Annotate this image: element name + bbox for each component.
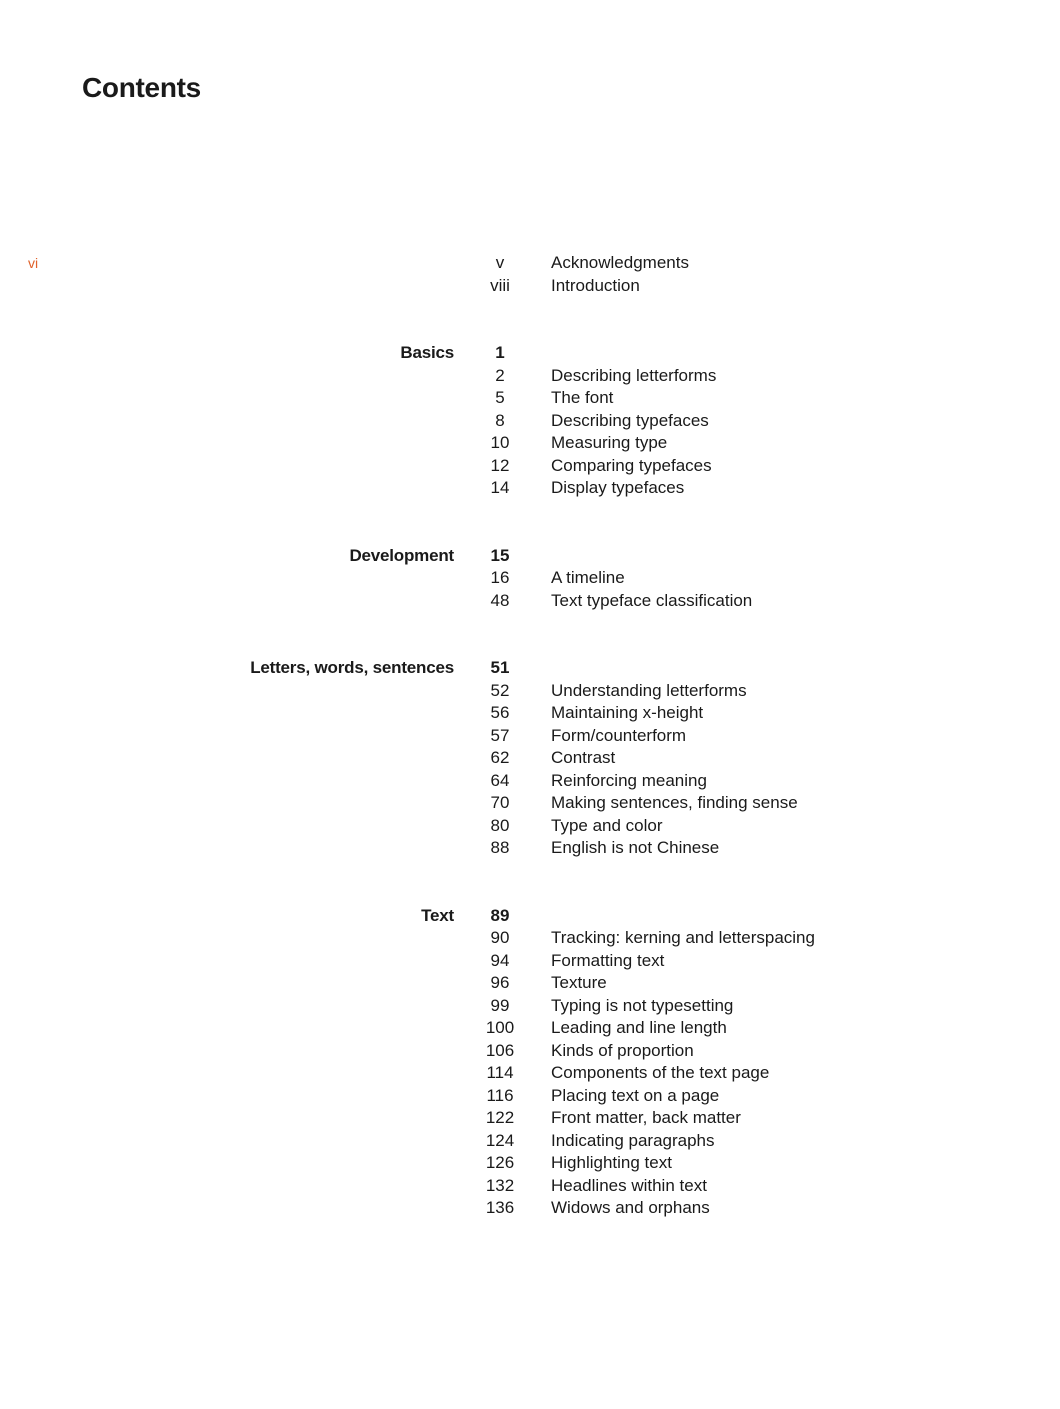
- toc-section-page: 89: [490, 905, 510, 925]
- toc-entry[interactable]: [0, 927, 1060, 950]
- toc-entry-page: 124: [485, 1130, 515, 1150]
- toc-entry-title: A timeline: [551, 568, 625, 587]
- toc-entry-title: Acknowledgments: [551, 253, 689, 272]
- toc-entry-title: Formatting text: [551, 950, 665, 970]
- toc-section-page: 51: [490, 658, 510, 677]
- toc-entry-title: Describing letterforms: [551, 365, 717, 385]
- toc-entry-title: Measuring type: [551, 433, 668, 452]
- toc-entry-page: 16: [490, 568, 510, 587]
- toc-entry-title: Kinds of proportion: [551, 1040, 694, 1060]
- toc-entry[interactable]: [0, 387, 1060, 410]
- toc-entry[interactable]: [0, 1130, 1060, 1153]
- toc-entry-title: Headlines within text: [551, 1175, 707, 1195]
- toc-entry-page: 99: [490, 995, 510, 1015]
- toc-entry[interactable]: [0, 1197, 1060, 1220]
- toc-entry[interactable]: [0, 567, 1060, 590]
- toc-entry-title: Components of the text page: [551, 1063, 770, 1082]
- toc-entry-page: 62: [490, 748, 510, 767]
- toc-entry-page: 88: [490, 838, 510, 857]
- table-of-contents: [0, 252, 1060, 1220]
- toc-entry-title: Maintaining x-height: [551, 703, 704, 722]
- page-title: Contents: [82, 72, 201, 103]
- toc-entry-title: English is not Chinese: [551, 838, 720, 857]
- toc-section-page: 15: [490, 545, 510, 565]
- toc-entry-page: 2: [495, 365, 505, 385]
- toc-entry[interactable]: [0, 747, 1060, 770]
- toc-section-name: Basics: [400, 343, 454, 362]
- toc-entry[interactable]: [0, 275, 1060, 298]
- toc-section-basics: [0, 342, 1060, 500]
- toc-entry-title: Comparing typefaces: [551, 455, 712, 475]
- toc-entry[interactable]: [0, 770, 1060, 793]
- toc-entry[interactable]: [0, 1085, 1060, 1108]
- toc-entry-title: Tracking: kerning and letterspacing: [551, 928, 815, 947]
- toc-entry[interactable]: [0, 252, 1060, 275]
- toc-entry-title: Front matter, back matter: [551, 1108, 741, 1127]
- toc-entry-title: Display typefaces: [551, 478, 685, 497]
- toc-section-heading[interactable]: [0, 342, 1060, 365]
- toc-entry[interactable]: [0, 432, 1060, 455]
- toc-section-name: Text: [421, 905, 454, 925]
- toc-entry[interactable]: [0, 477, 1060, 500]
- toc-section-letters-words-sentences: [0, 657, 1060, 860]
- toc-entry-title: Leading and line length: [551, 1018, 727, 1037]
- toc-entry-page: 57: [490, 725, 510, 745]
- toc-entry[interactable]: [0, 815, 1060, 838]
- toc-entry-title: Type and color: [551, 815, 663, 835]
- toc-entry-title: Contrast: [551, 748, 616, 767]
- toc-section-name: Letters, words, sentences: [250, 658, 454, 677]
- toc-entry-title: Widows and orphans: [551, 1198, 710, 1217]
- toc-entry-page: 116: [486, 1085, 514, 1105]
- toc-entry-page: 126: [485, 1153, 515, 1172]
- toc-entry-page: 122: [485, 1108, 515, 1127]
- toc-entry[interactable]: [0, 680, 1060, 703]
- toc-entry[interactable]: [0, 1107, 1060, 1130]
- toc-entry-page: 10: [490, 433, 510, 452]
- toc-entry-page: 80: [490, 815, 510, 835]
- toc-entry[interactable]: [0, 950, 1060, 973]
- toc-entry[interactable]: [0, 455, 1060, 478]
- toc-entry[interactable]: [0, 590, 1060, 613]
- toc-entry-title: Understanding letterforms: [551, 680, 747, 700]
- toc-entry-title: Typing is not typesetting: [551, 995, 734, 1015]
- toc-entry[interactable]: [0, 837, 1060, 860]
- toc-entry-title: The font: [551, 388, 614, 407]
- toc-section-heading[interactable]: [0, 545, 1060, 568]
- toc-entry-page: 114: [486, 1063, 514, 1082]
- toc-entry[interactable]: [0, 725, 1060, 748]
- toc-entry-page: 52: [490, 680, 510, 700]
- toc-entry-page: 136: [485, 1198, 515, 1217]
- toc-entry-page: 12: [490, 455, 510, 475]
- toc-entry-title: Reinforcing meaning: [551, 770, 707, 790]
- toc-entry-page: v: [495, 253, 505, 272]
- toc-entry-title: Introduction: [551, 275, 640, 295]
- toc-entry[interactable]: [0, 792, 1060, 815]
- toc-section-development: [0, 545, 1060, 613]
- toc-section-name: Development: [349, 545, 454, 565]
- toc-entry-page: 8: [495, 410, 505, 430]
- toc-entry[interactable]: [0, 1017, 1060, 1040]
- toc-entry-title: Making sentences, finding sense: [551, 793, 798, 812]
- toc-entry[interactable]: [0, 972, 1060, 995]
- toc-entry-title: Text typeface classification: [551, 590, 753, 610]
- toc-entry-page: 94: [490, 950, 510, 970]
- toc-entry-page: 96: [490, 973, 510, 992]
- toc-entry-page: viii: [490, 275, 510, 295]
- toc-entry[interactable]: [0, 702, 1060, 725]
- toc-entry[interactable]: [0, 995, 1060, 1018]
- toc-entry-page: 64: [490, 770, 510, 790]
- toc-entry-page: 70: [490, 793, 510, 812]
- toc-entry-page: 132: [485, 1175, 515, 1195]
- toc-section-page: 1: [495, 343, 505, 362]
- toc-front-matter: [0, 252, 1060, 297]
- toc-entry[interactable]: [0, 365, 1060, 388]
- toc-entry-page: 56: [490, 703, 510, 722]
- toc-entry[interactable]: [0, 1152, 1060, 1175]
- toc-entry[interactable]: [0, 410, 1060, 433]
- toc-entry[interactable]: [0, 1175, 1060, 1198]
- page-folio: vi: [28, 255, 39, 271]
- toc-entry-page: 90: [490, 928, 510, 947]
- toc-section-heading[interactable]: [0, 905, 1060, 928]
- toc-entry-page: 100: [485, 1018, 515, 1037]
- toc-entry-page: 106: [485, 1040, 515, 1060]
- toc-entry[interactable]: [0, 1040, 1060, 1063]
- toc-entry-title: Form/counterform: [551, 725, 687, 745]
- toc-entry-title: Texture: [551, 973, 607, 992]
- toc-entry-page: 14: [490, 478, 510, 497]
- toc-entry-title: Highlighting text: [551, 1153, 672, 1172]
- toc-entry-title: Indicating paragraphs: [551, 1130, 715, 1150]
- toc-entry-title: Placing text on a page: [551, 1085, 720, 1105]
- toc-entry-title: Describing typefaces: [551, 410, 709, 430]
- toc-entry[interactable]: [0, 1062, 1060, 1085]
- toc-entry-page: 5: [495, 388, 505, 407]
- toc-entry-page: 48: [490, 590, 510, 610]
- toc-section-text: [0, 905, 1060, 1220]
- toc-section-heading[interactable]: [0, 657, 1060, 680]
